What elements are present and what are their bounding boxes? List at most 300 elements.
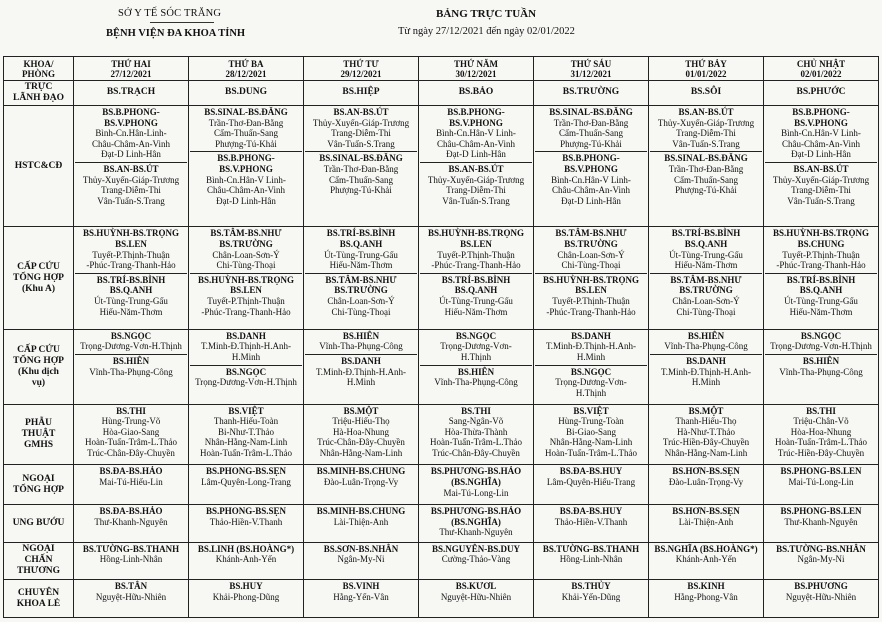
doctor-on-duty: BS.DANH (686, 356, 726, 367)
duty-cell (534, 227, 649, 329)
shift-block (75, 580, 187, 604)
doctor-on-duty: BS.TRẠCH (106, 87, 156, 98)
day-name: THỨ TƯ (343, 58, 379, 69)
duty-cell (534, 580, 649, 618)
shift-block (650, 330, 762, 354)
staff-names: Trọng-Dương-Vơn- (440, 341, 512, 352)
doctor-on-duty: BS.THỦY (571, 581, 611, 592)
staff-names: T.Minh-Đ.Thịnh-H.Anh- (315, 366, 407, 377)
shift-block (420, 106, 532, 162)
staff-names: -Phúc-Trang-Thanh-Hảo (431, 260, 521, 271)
staff-names: Chân-Loan-Sơn-Ý (557, 249, 625, 260)
staff-names: Nguyệt-Hữu-Nhiên (785, 591, 857, 602)
duty-cell (304, 404, 419, 465)
staff-names: Lâm-Quyên-Long-Trang (201, 476, 291, 487)
staff-names: Trúc-Hiền-Đây-Chuyền (777, 448, 865, 459)
day-header (764, 57, 879, 81)
staff-names: Trọng-Dương-Vơn-H.Thịnh (195, 377, 297, 388)
department-label-line: (Khu dịch (18, 366, 59, 377)
staff-names: Khánh-Anh-Yến (215, 554, 277, 565)
doctor-on-duty: BS.VIỆT (573, 405, 609, 416)
duty-cell (304, 580, 419, 618)
shift-block (650, 405, 762, 461)
staff-names: -Phúc-Trang-Thanh-Hảo (546, 306, 636, 317)
staff-names: Thủy-Xuyến-Giáp-Trương (772, 174, 870, 185)
doctor-on-duty: BS.LEN (575, 285, 607, 296)
duty-cell (189, 465, 304, 505)
shift-block (190, 405, 302, 461)
shift-block (190, 580, 302, 604)
staff-names: Hồng-Linh-Nhân (559, 554, 623, 565)
doctor-on-duty: BS.HUỲNH-BS.TRỌNG (542, 274, 640, 285)
staff-names: Phượng-Tú-Khải (330, 185, 392, 196)
shift-block (75, 162, 187, 208)
shift-block (420, 162, 532, 208)
duty-cell (419, 227, 534, 329)
shift-block (420, 465, 532, 500)
shift-block (765, 505, 877, 529)
staff-names: Tuyết-P.Thịnh-Thuận (552, 295, 630, 306)
duty-cell (764, 329, 879, 404)
department-label (4, 465, 74, 505)
staff-names: Trần-Thơ-Đan-Bằng (553, 117, 629, 128)
duty-cell (764, 580, 879, 618)
department-label-line: UNG BƯỚU (12, 517, 65, 528)
day-date: 02/01/2022 (800, 68, 842, 79)
doctor-on-duty: BS.HƠN-BS.SẸN (672, 506, 740, 517)
doctor-on-duty: BS.TƯỜNG-BS.THANH (542, 543, 640, 554)
staff-names: Ngân-My-Ni (797, 554, 845, 565)
doctor-on-duty: BS.TRƯỜNG (679, 285, 733, 296)
staff-names: H.Minh (576, 352, 606, 363)
shift-block (420, 543, 532, 567)
staff-names: Vân-Tuấn-S.Trang (327, 138, 395, 149)
staff-names: Trúc-Chân-Đây-Chuyền (87, 448, 175, 459)
doctor-on-duty: (BS.NGHĨA) (451, 476, 501, 487)
doctor-on-duty: BS.TÂM-BS.NHƯ (325, 274, 397, 285)
duty-cell (764, 505, 879, 543)
staff-names: Nhân-Hằng-Nam-Linh (664, 448, 748, 459)
doctor-on-duty: BS.MỘT (343, 405, 379, 416)
shift-block (305, 505, 417, 529)
duty-cell (534, 542, 649, 580)
shift-block (420, 86, 532, 100)
doctor-on-duty: BS.CHUNG (797, 238, 845, 249)
doctor-on-duty: BS.SINAL-BS.ĐĂNG (319, 153, 403, 164)
staff-names: Trang-Diễm-Thi (446, 185, 506, 196)
doctor-on-duty: BS.NGỌC (225, 366, 267, 377)
doctor-on-duty: BS.TƯỜNG-BS.THANH (82, 543, 180, 554)
department-label-line: THƯƠNG (17, 566, 60, 577)
shift-block (765, 354, 877, 379)
staff-names: Vân-Tuấn-S.Trang (442, 195, 510, 206)
staff-names: T.Minh-Đ.Thịnh-H.Anh- (660, 366, 752, 377)
shift-block (305, 106, 417, 151)
staff-names: Út-Tùng-Trung-Gấu (669, 249, 743, 260)
shift-block (765, 227, 877, 272)
shift-block (535, 505, 647, 529)
staff-names: Vĩnh-Tha-Phụng-Công (319, 341, 403, 352)
duty-cell (764, 542, 879, 580)
doctor-on-duty: BS.V.PHONG (219, 164, 273, 175)
staff-names: Triệu-Hiếu-Thọ (332, 416, 390, 427)
staff-names: -Phúc-Trang-Thanh-Hảo (86, 260, 176, 271)
staff-names: Thư-Khanh-Nguyên (94, 516, 168, 527)
day-date: 28/12/2021 (225, 68, 267, 79)
department-label-line: TỔNG HỢP (13, 355, 64, 366)
duty-cell (189, 404, 304, 465)
staff-names: Mai-Tú-Hiếu-Lin (99, 476, 163, 487)
staff-names: Hồng-Linh-Nhân (99, 554, 163, 565)
doctor-on-duty: BS.HIÊN (342, 330, 380, 341)
duty-cell (74, 580, 189, 618)
staff-names: Trang-Diễm-Thi (101, 185, 161, 196)
staff-names: Hiếu-Năm-Thơm (674, 260, 738, 271)
table-row (4, 329, 879, 404)
table-row (4, 580, 879, 618)
doctor-on-duty: BS.SINAL-BS.ĐĂNG (664, 153, 748, 164)
duty-cell (534, 465, 649, 505)
department-label (4, 106, 74, 227)
duty-cell (419, 580, 534, 618)
duty-cell (419, 81, 534, 106)
doctor-on-duty: BS.Q.ANH (109, 285, 153, 296)
department-label-line: CẤP CỨU (17, 261, 60, 272)
staff-names: Vĩnh-Tha-Phụng-Công (434, 377, 518, 388)
staff-names: Đào-Luân-Trọng-Vy (323, 476, 399, 487)
department-label (4, 81, 74, 106)
staff-names: Hòa-Thừa-Thành (444, 426, 508, 437)
doctor-on-duty: BS.SƠN-BS.NHÂN (323, 543, 399, 554)
staff-names: Hoàn-Tuấn-Trâm-L.Thảo (429, 437, 523, 448)
doctor-on-duty: BS.TÂM-BS.NHƯ (555, 228, 627, 239)
staff-names: H.Minh (231, 352, 261, 363)
staff-names: Châu-Châm-An-Vinh (92, 138, 170, 149)
doctor-on-duty: BS.PHƯƠNG-BS.HẢO (430, 466, 522, 477)
shift-block (420, 365, 532, 390)
doctor-on-duty: BS.HUỲNH-BS.TRỌNG (82, 228, 180, 239)
doctor-on-duty: BS.THI (116, 405, 146, 416)
doctor-on-duty: BS.B.PHONG- (217, 153, 275, 164)
duty-cell (534, 81, 649, 106)
department-label (4, 227, 74, 329)
department-label-line: CHẤN (24, 555, 53, 566)
staff-names: Vĩnh-Tha-Phụng-Công (664, 341, 748, 352)
duty-cell (189, 580, 304, 618)
staff-names: Trần-Thơ-Đan-Bằng (668, 164, 744, 175)
doctor-on-duty: BS.TRƯỜNG (562, 87, 620, 98)
doctor-on-duty: BS.NGỌC (800, 330, 842, 341)
department-label-line: LÃNH ĐẠO (13, 93, 64, 104)
shift-block (650, 106, 762, 151)
doctor-on-duty: BS.TƯỜNG-BS.NHÂN (776, 543, 866, 554)
staff-names: T.Minh-Đ.Thịnh-H.Anh- (545, 341, 637, 352)
duty-cell (649, 542, 764, 580)
shift-block (765, 106, 877, 162)
doctor-on-duty: BS.PHƯƠNG (794, 581, 848, 592)
shift-block (650, 543, 762, 567)
doctor-on-duty: BS.KƯƠL (455, 581, 497, 592)
duty-cell (764, 227, 879, 329)
staff-names: Thanh-Hiếu-Thọ (675, 416, 737, 427)
staff-names: Nhân-Hằng-Nam-Linh (549, 437, 633, 448)
staff-names: Đạt-D Linh-Hân (791, 149, 851, 160)
doctor-on-duty: BS.TRƯỜNG (334, 285, 388, 296)
staff-names: Trần-Thơ-Đan-Bằng (323, 164, 399, 175)
staff-names: Khải-Phong-Dũng (212, 591, 280, 602)
doctor-on-duty: BS.TRƯỜNG (219, 238, 273, 249)
doctor-on-duty: BS.ĐA-BS.HUY (559, 466, 623, 477)
table-header-row (4, 57, 879, 81)
doctor-on-duty: BS.Q.ANH (799, 285, 843, 296)
shift-block (305, 86, 417, 100)
department-label-line: KHOA LẺ (16, 598, 61, 609)
duty-cell (534, 329, 649, 404)
doctor-on-duty: BS.LEN (115, 238, 147, 249)
shift-block (420, 227, 532, 272)
duty-cell (304, 329, 419, 404)
staff-names: Bình-Cn.Hân-V Linh- (551, 174, 631, 185)
staff-names: Bi-Như-T.Thảo (218, 426, 274, 437)
shift-block (765, 330, 877, 354)
doctor-on-duty: BS.HIÊN (112, 356, 150, 367)
shift-block (535, 86, 647, 100)
duty-cell (419, 404, 534, 465)
staff-names: Châu-Châm-An-Vinh (207, 185, 285, 196)
staff-names: T.Minh-Đ.Thịnh-H.Anh- (200, 341, 292, 352)
shift-block (190, 106, 302, 151)
staff-names: Triệu-Chân-Võ (793, 416, 849, 427)
department-label (4, 542, 74, 580)
staff-names: Đạt-D Linh-Hân (446, 149, 506, 160)
doctor-on-duty: BS.THI (806, 405, 836, 416)
staff-names: Trọng-Dương-Vơn- (555, 377, 627, 388)
staff-names: H.Minh (346, 377, 376, 388)
shift-block (305, 151, 417, 197)
doctor-on-duty: BS.ĐA-BS.HẢO (99, 466, 163, 477)
duty-cell (649, 227, 764, 329)
staff-names: Cường-Thảo-Vàng (441, 554, 511, 565)
duty-cell (189, 542, 304, 580)
staff-names: Thảo-Hiền-V.Thanh (554, 516, 628, 527)
duty-cell (534, 106, 649, 227)
staff-names: H.Minh (691, 377, 721, 388)
staff-names: H.Thịnh (575, 387, 607, 398)
shift-block (650, 505, 762, 529)
staff-names: Lâm-Quyên-Hiếu-Trang (546, 476, 636, 487)
staff-names: Chi-Tùng-Thoại (561, 260, 621, 271)
duty-cell (649, 404, 764, 465)
table-row (4, 106, 879, 227)
staff-names: Út-Tùng-Trung-Gấu (439, 295, 513, 306)
doctor-on-duty: BS.HIÊN (687, 330, 725, 341)
doctor-on-duty: BS.MINH-BS.CHUNG (316, 506, 406, 517)
shift-block (305, 227, 417, 272)
staff-names: Hiếu-Năm-Thơm (329, 260, 393, 271)
staff-names: Cẩm-Thuấn-Sang (329, 174, 393, 185)
shift-block (190, 151, 302, 208)
duty-roster-table (3, 56, 879, 618)
staff-names: Hoàn-Tuấn-Trâm-L.Thảo (199, 448, 293, 459)
staff-names: Thảo-Hiền-V.Thanh (209, 516, 283, 527)
doctor-on-duty: BS.ĐA-BS.HUY (559, 506, 623, 517)
table-row (4, 227, 879, 329)
doctor-on-duty: BS.SINAL-BS.ĐĂNG (549, 107, 633, 118)
shift-block (765, 580, 877, 604)
day-header (534, 57, 649, 81)
doctor-on-duty: BS.HUỲNH-BS.TRỌNG (772, 228, 870, 239)
staff-names: Út-Tùng-Trung-Gấu (784, 295, 858, 306)
doctor-on-duty: BS.Q.ANH (454, 285, 498, 296)
doctor-on-duty: BS.AN-BS.ÚT (103, 164, 159, 175)
department-label-line: NGOẠI (22, 473, 55, 484)
doctor-on-duty: BS.MINH-BS.CHUNG (316, 466, 406, 477)
doctor-on-duty: BS.TÂN (114, 581, 148, 592)
staff-names: Tuyết-P.Thịnh-Thuận (92, 249, 170, 260)
org-hospital-name: BỆNH VIỆN ĐA KHOA TỈNH (106, 28, 246, 39)
staff-names: Chân-Loan-Sơn-Ý (327, 295, 395, 306)
staff-names: Vân-Tuấn-S.Trang (97, 195, 165, 206)
doctor-on-duty: BS.TÂM-BS.NHƯ (670, 274, 742, 285)
shift-block (75, 227, 187, 272)
doctor-on-duty: BS.B.PHONG- (447, 107, 505, 118)
department-label-line: THUẬT (21, 428, 56, 439)
duty-cell (764, 81, 879, 106)
doctor-on-duty: BS.VINH (342, 581, 380, 592)
duty-cell (189, 227, 304, 329)
doctor-on-duty: BS.NGỌC (455, 330, 497, 341)
doctor-on-duty: BS.BẢO (458, 87, 494, 98)
shift-block (535, 273, 647, 319)
shift-block (420, 273, 532, 319)
shift-block (650, 354, 762, 390)
staff-names: Vân-Tuấn-S.Trang (672, 138, 740, 149)
shift-block (75, 86, 187, 100)
duty-cell (419, 106, 534, 227)
shift-block (535, 580, 647, 604)
doctor-on-duty: BS.THI (461, 405, 491, 416)
doctor-on-duty: BS.KINH (687, 581, 725, 592)
day-date: 27/12/2021 (110, 68, 152, 79)
staff-names: Nhân-Hằng-Nam-Linh (319, 448, 403, 459)
staff-names: Hoàn-Tuấn-Trâm-L.Thảo (544, 448, 638, 459)
table-row (4, 505, 879, 543)
day-header (304, 57, 419, 81)
shift-block (190, 543, 302, 567)
shift-block (765, 405, 877, 461)
staff-names: Mai-Tú-Long-Lin (443, 487, 509, 498)
duty-cell (74, 227, 189, 329)
staff-names: Hoàn-Tuấn-Trâm-L.Thảo (774, 437, 868, 448)
shift-block (420, 405, 532, 461)
staff-names: Tuyết-P.Thịnh-Thuận (782, 249, 860, 260)
duty-cell (764, 404, 879, 465)
doctor-on-duty: BS.HUỲNH-BS.TRỌNG (197, 274, 295, 285)
staff-names: Lài-Thiện-Anh (678, 516, 734, 527)
staff-names: Vĩnh-Tha-Phụng-Công (89, 366, 173, 377)
staff-names: Hùng-Trung-Toàn (558, 416, 624, 427)
staff-names: Chân-Loan-Sơn-Ý (212, 249, 280, 260)
doctor-on-duty: BS.TRÍ-BS.BÌNH (441, 274, 511, 285)
corner-line: PHÒNG (22, 68, 55, 79)
staff-names: Thanh-Hiếu-Toàn (213, 416, 279, 427)
shift-block (765, 162, 877, 208)
staff-names: Mai-Tú-Long-Lin (788, 476, 854, 487)
doctor-on-duty: BS.NGUYÊN-BS.DUY (431, 543, 520, 554)
shift-block (765, 86, 877, 100)
shift-block (305, 273, 417, 319)
duty-cell (304, 81, 419, 106)
duty-cell (74, 329, 189, 404)
shift-block (535, 330, 647, 365)
staff-names: Đạt-D Linh-Hân (561, 195, 621, 206)
doctor-on-duty: BS.TRƯỜNG (564, 238, 618, 249)
staff-names: Hòa-Giao-Sang (102, 426, 160, 437)
duty-cell (74, 505, 189, 543)
staff-names: Ngân-My-Ni (337, 554, 385, 565)
doctor-on-duty: BS.HIÊN (802, 356, 840, 367)
doctor-on-duty: BS.HUỲNH-BS.TRỌNG (427, 228, 525, 239)
shift-block (75, 106, 187, 162)
duty-cell (764, 106, 879, 227)
staff-names: Thủy-Xuyến-Giáp-Trương (427, 174, 525, 185)
shift-block (305, 354, 417, 390)
doctor-on-duty: BS.TÂM-BS.NHƯ (210, 228, 282, 239)
department-label-line: vụ) (31, 377, 46, 388)
staff-names: Khánh-Anh-Yến (675, 554, 737, 565)
department-label-line: NGOẠI (22, 544, 55, 555)
staff-names: Trúc-Chân-Đây-Chuyền (317, 437, 405, 448)
staff-names: Vân-Tuấn-S.Trang (787, 195, 855, 206)
shift-block (305, 580, 417, 604)
duty-cell (649, 580, 764, 618)
duty-cell (304, 227, 419, 329)
day-name: THỨ SÁU (570, 58, 612, 69)
shift-block (305, 405, 417, 461)
doctor-on-duty: BS.LEN (460, 238, 492, 249)
duty-cell (189, 505, 304, 543)
day-name: THỨ HAI (111, 58, 151, 69)
staff-names: Cẩm-Thuấn-Sang (674, 174, 738, 185)
doctor-on-duty: BS.V.PHONG (794, 117, 848, 128)
staff-names: Hà-Hoa-Nhung (333, 426, 389, 437)
duty-cell (189, 106, 304, 227)
staff-names: Trang-Diễm-Thi (676, 128, 736, 139)
staff-names: Vĩnh-Tha-Phụng-Công (779, 366, 863, 377)
staff-names: Lài-Thiện-Anh (333, 516, 389, 527)
doctor-on-duty: BS.B.PHONG- (792, 107, 850, 118)
duty-cell (649, 106, 764, 227)
shift-block (535, 405, 647, 461)
staff-names: Đạt-D Linh-Hân (216, 195, 276, 206)
shift-block (765, 273, 877, 319)
doctor-on-duty: BS.TRÍ-BS.BÌNH (326, 228, 396, 239)
shift-block (650, 151, 762, 197)
staff-names: Bi-Giao-Sang (566, 426, 616, 437)
staff-names: Chi-Tùng-Thoại (331, 306, 391, 317)
day-date: 01/01/2022 (685, 68, 727, 79)
doctor-on-duty: BS.Q.ANH (684, 238, 728, 249)
department-label-line: GMHS (23, 439, 54, 450)
doctor-on-duty: BS.PHONG-BS.SẸN (205, 506, 287, 517)
doctor-on-duty: BS.DANH (341, 356, 381, 367)
doctor-on-duty: BS.MỘT (688, 405, 724, 416)
doctor-on-duty: BS.VIỆT (228, 405, 264, 416)
duty-cell (649, 505, 764, 543)
doctor-on-duty: BS.V.PHONG (564, 164, 618, 175)
staff-names: Hòa-Hoa-Nhung (790, 426, 852, 437)
department-label (4, 404, 74, 465)
